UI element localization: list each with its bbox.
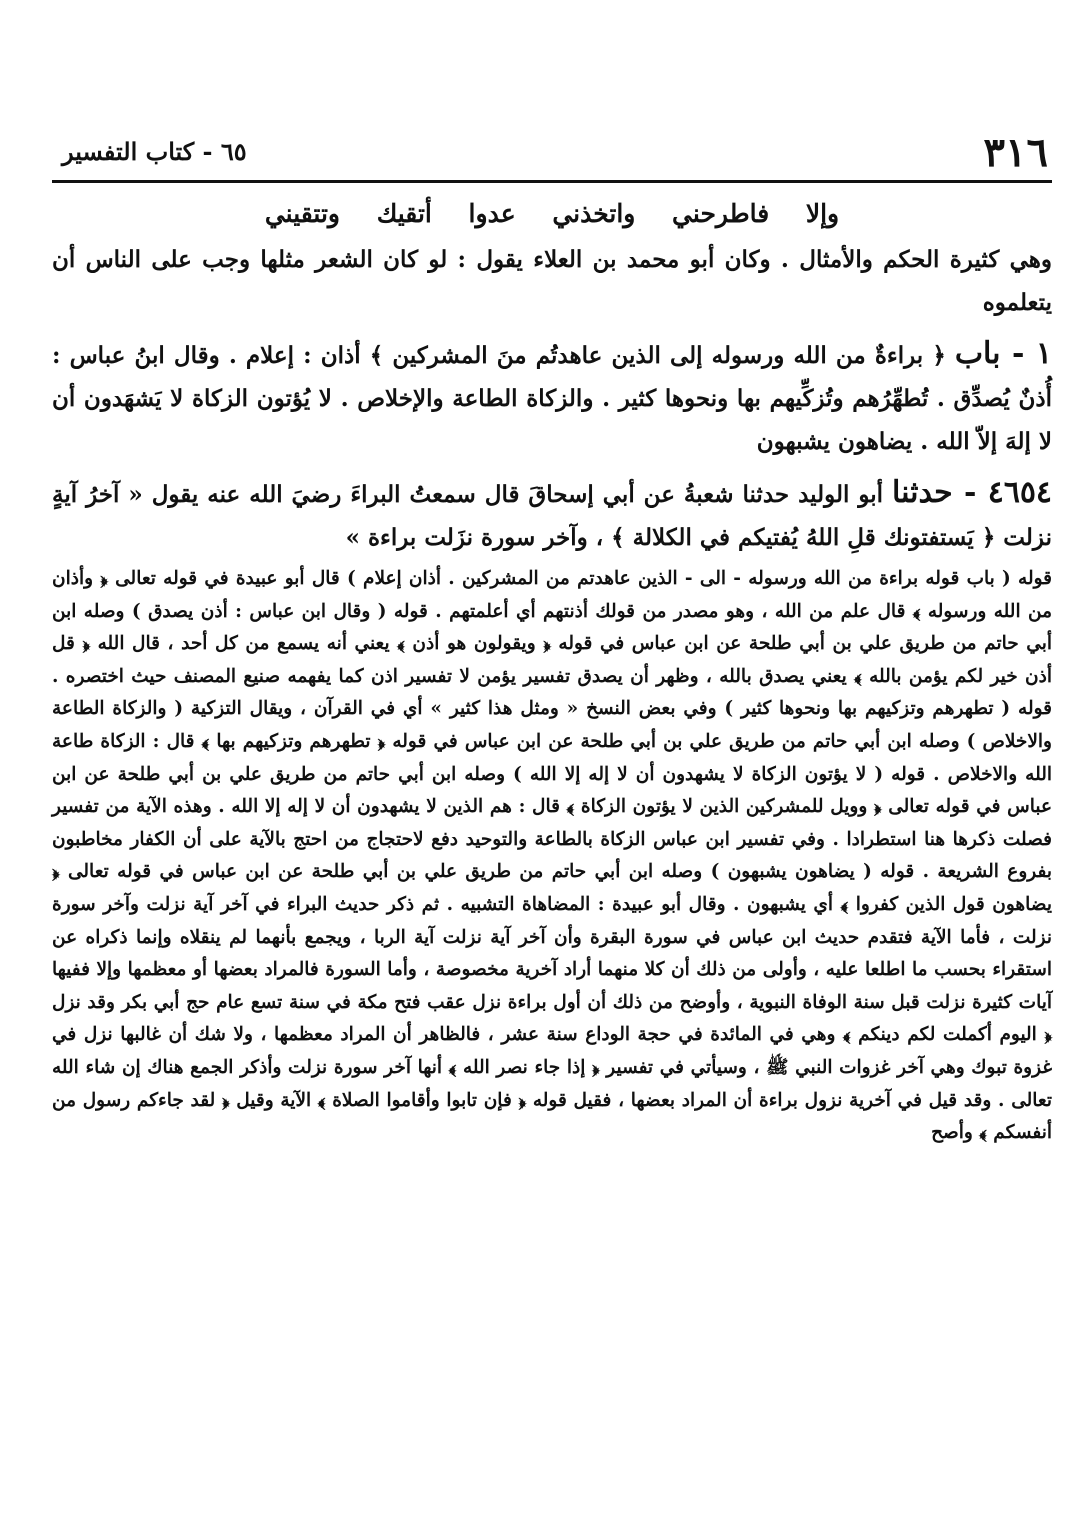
paragraph-hadith xyxy=(52,471,1052,559)
page-number: ٣١٦ xyxy=(983,129,1048,176)
commentary-text: قوله ( باب قوله براءة من الله ورسوله - الى - الذين عاهدتم من المشركين . أذان إعلام ) قال أبو عبيدة في قوله تعالى ﴿ وأذان من الله ورسوله ﴾ قال علم من الله ، وهو مصدر من قولك أذنتهم أي أعلمتهم . قوله ( وقال ابن عباس : أذن يصدق ) وصله ابن أبي حاتم من طريق علي بن أبي طلحة عن ابن عباس في قوله ﴿ ويقولون هو أذن ﴾ يعني أنه يسمع من كل أحد ، قال الله ﴿ قل أذن خير لكم يؤمن بالله ﴾ يعني يصدق بالله ، وظهر أن يصدق تفسير يؤمن لا تفسير اذن كما يفهمه صنيع المصنف حيث اختصره . قوله ( تطهرهم وتزكيهم بها ونحوها كثير ) وفي بعض النسخ « ومثل هذا كثير » أي في القرآن ، ويقال التزكية ( والزكاة الطاعة والاخلاص ) وصله ابن أبي حاتم من طريق علي بن أبي طلحة عن ابن عباس في قوله ﴿ تطهرهم وتزكيهم بها ﴾ قال : الزكاة طاعة الله والاخلاص . قوله ( لا يؤتون الزكاة لا يشهدون أن لا إله إلا الله ) وصله ابن أبي حاتم من طريق علي بن أبي طلحة عن ابن عباس في قوله تعالى ﴿ وويل للمشركين الذين لا يؤتون الزكاة ﴾ قال : هم الذين لا يشهدون أن لا إله إلا الله . وهذه الآية من تفسير فصلت ذكرها هنا استطرادا . وفي تفسير ابن عباس الزكاة بالطاعة والتوحيد دفع لاحتجاج من احتج بالآية على أن الكفار مخاطبون بفروع الشريعة . قوله ( يضاهون يشبهون ) وصله ابن أبي حاتم من طريق علي بن أبي طلحة عن ابن عباس في قوله تعالى ﴿ يضاهون قول الذين كفروا ﴾ أي يشبهون . وقال أبو عبيدة : المضاهاة التشبيه . ثم ذكر حديث البراء في آخر آية نزلت وآخر سورة نزلت ، فأما الآية فتقدم حديث ابن عباس في سورة البقرة وأن آخر آية نزلت آية الربا ، ويجمع بأنهما لم ينقلاه وإنما ذكراه عن استقراء بحسب ما اطلعا عليه ، وأولى من ذلك أن كلا منهما أراد آخرية مخصوصة ، وأما السورة فالمراد بعضها أو معظمها وإلا ففيها آيات كثيرة نزلت قبل سنة الوفاة النبوية ، وأوضح من ذلك أن أول براءة نزل عقب فتح مكة في سنة تسع عام حج أبي بكر وقد نزل ﴿ اليوم أكملت لكم دينكم ﴾ وهي في المائدة في حجة الوداع سنة عشر ، فالظاهر أن المراد معظمها ، ولا شك أن غالبها نزل في غزوة تبوك وهي آخر غزوات النبي ﷺ ، وسيأتي في تفسير ﴿ إذا جاء نصر الله ﴾ أنها آخر سورة نزلت وأذكر الجمع هناك إن شاء الله تعالى . وقد قيل في آخرية نزول براءة أن المراد بعضها ، فقيل قوله ﴿ فإن تابوا وأقاموا الصلاة ﴾ الآية وقيل ﴿ لقد جاءكم رسول من أنفسكم ﴾ وأصح xyxy=(52,568,1052,1144)
paragraph-text: وهي كثيرة الحكم والأمثال . وكان أبو محمد بن العلاء يقول : لو كان الشعر مثلها وجب على الناس أن يتعلموه xyxy=(52,246,1052,316)
paragraph-chapter xyxy=(52,332,1052,463)
hadith-number: ٤٦٥٤ - حدثنا xyxy=(892,475,1052,510)
header-rule xyxy=(52,180,1052,183)
poetry-verse: وإلا فاطرحني واتخذني عدوا أتقيك وتتقيني xyxy=(264,199,840,228)
chapter-heading: ١ - باب xyxy=(954,336,1052,371)
running-title: ٦٥ - كتاب التفسير xyxy=(62,137,247,166)
paragraph-poetry-note xyxy=(52,238,1052,324)
main-text xyxy=(52,238,1052,1150)
page-header xyxy=(52,128,1052,178)
paragraph-text: ﴿ براءةٌ من الله ورسوله إلى الذين عاهدتُم منَ المشركين ﴾ أذان : إعلام . وقال ابنُ عباس : أُذنٌ يُصدِّق . تُطهِّرُهم وتُزكِّيهم بها ونحوها كثير . والزكاة الطاعة والإخلاص . لا يُؤتون الزكاة لا يَشهَدون أن لا إلهَ إلاّ الله . يضاهون يشبهون xyxy=(52,342,1052,455)
book-page xyxy=(52,128,1052,1518)
page-body xyxy=(52,188,1052,1150)
paragraph-text: أبو الوليد حدثنا شعبةُ عن أبي إسحاقَ قال سمعتُ البراءَ رضيَ الله عنه يقول « آخرُ آيةٍ نزلت ﴿ يَستفتونك قلِ اللهُ يُفتيكم في الكلالة ﴾ ، وآخر سورة نزَلت براءة » xyxy=(52,481,1052,551)
